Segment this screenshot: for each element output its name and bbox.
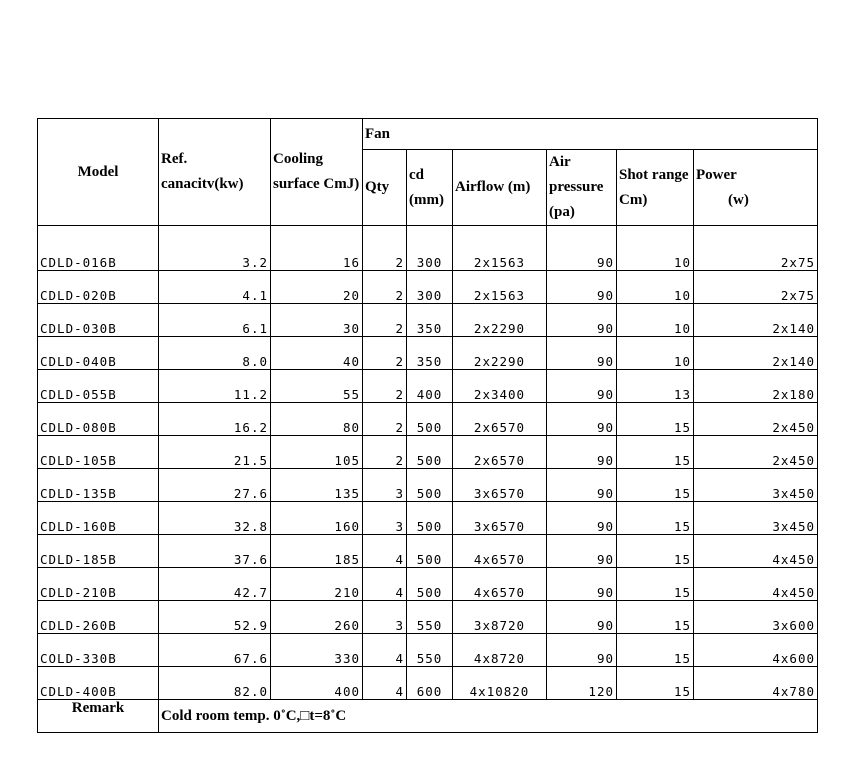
cell-pressure: 90 (547, 271, 617, 304)
cell-airflow: 4x10820 (453, 667, 547, 700)
table-row (38, 304, 818, 337)
table-row (38, 667, 818, 700)
cell-qty: 2 (363, 370, 407, 403)
cell-model: CDLD-055B (38, 370, 159, 403)
cell-range: 10 (617, 226, 694, 271)
cell-qty: 3 (363, 502, 407, 535)
cell-qty: 2 (363, 403, 407, 436)
header-cooling-surface: Cooling surface CmJ) (271, 119, 363, 226)
header-row-top (38, 119, 818, 150)
cell-cd: 500 (407, 403, 453, 436)
table-row (38, 502, 818, 535)
table-row (38, 469, 818, 502)
cell-power: 4x780 (694, 667, 818, 700)
header-fan: Fan (363, 119, 818, 150)
cell-range: 15 (617, 634, 694, 667)
header-airflow: Airflow (m) (453, 150, 547, 226)
cell-model: CDLD-105B (38, 436, 159, 469)
table-row (38, 436, 818, 469)
table-row (38, 601, 818, 634)
cell-airflow: 4x6570 (453, 568, 547, 601)
cell-cd: 500 (407, 436, 453, 469)
cell-pressure: 120 (547, 667, 617, 700)
cell-pressure: 90 (547, 568, 617, 601)
cell-pressure: 90 (547, 634, 617, 667)
header-shot-range: Shot range Cm) (617, 150, 694, 226)
header-ref-capacity: Ref. canacitv(kw) (159, 119, 271, 226)
cell-cd: 300 (407, 226, 453, 271)
cell-capacity: 21.5 (159, 436, 271, 469)
cell-pressure: 90 (547, 370, 617, 403)
table-row (38, 271, 818, 304)
remark-row (38, 700, 818, 733)
cell-cd: 350 (407, 337, 453, 370)
cell-qty: 4 (363, 667, 407, 700)
cell-surface: 20 (271, 271, 363, 304)
cell-capacity: 3.2 (159, 226, 271, 271)
cell-model: CDLD-080B (38, 403, 159, 436)
cell-model: CDLD-016B (38, 226, 159, 271)
cell-range: 13 (617, 370, 694, 403)
cell-power: 4x600 (694, 634, 818, 667)
cell-cd: 550 (407, 601, 453, 634)
table-row (38, 403, 818, 436)
cell-power: 2x140 (694, 304, 818, 337)
header-model: Model (38, 119, 159, 226)
cell-power: 4x450 (694, 535, 818, 568)
cell-capacity: 6.1 (159, 304, 271, 337)
cell-surface: 260 (271, 601, 363, 634)
header-qty: Qty (363, 150, 407, 226)
cell-airflow: 2x1563 (453, 226, 547, 271)
remark-text: Cold room temp. 0˚C,□t=8˚C (159, 700, 818, 733)
cell-capacity: 67.6 (159, 634, 271, 667)
cell-range: 15 (617, 436, 694, 469)
cell-qty: 4 (363, 568, 407, 601)
cell-capacity: 32.8 (159, 502, 271, 535)
cell-airflow: 2x2290 (453, 304, 547, 337)
cell-model: CDLD-185B (38, 535, 159, 568)
cell-range: 15 (617, 469, 694, 502)
cell-range: 15 (617, 535, 694, 568)
cell-qty: 4 (363, 535, 407, 568)
cell-power: 2x75 (694, 226, 818, 271)
cell-range: 15 (617, 667, 694, 700)
cell-surface: 400 (271, 667, 363, 700)
table-body (38, 226, 818, 700)
header-power-unit: (w) (728, 191, 749, 208)
cell-cd: 350 (407, 304, 453, 337)
cell-range: 15 (617, 502, 694, 535)
cell-range: 10 (617, 337, 694, 370)
cell-airflow: 2x3400 (453, 370, 547, 403)
table-row (38, 370, 818, 403)
spec-table (37, 118, 818, 733)
cell-capacity: 8.0 (159, 337, 271, 370)
cell-cd: 600 (407, 667, 453, 700)
cell-cd: 500 (407, 535, 453, 568)
cell-pressure: 90 (547, 304, 617, 337)
cell-airflow: 2x6570 (453, 403, 547, 436)
cell-cd: 550 (407, 634, 453, 667)
cell-power: 3x450 (694, 502, 818, 535)
cell-model: CDLD-400B (38, 667, 159, 700)
cell-surface: 185 (271, 535, 363, 568)
cell-qty: 3 (363, 469, 407, 502)
remark-label: Remark (38, 700, 159, 733)
cell-model: CDLD-160B (38, 502, 159, 535)
cell-power: 2x450 (694, 403, 818, 436)
cell-surface: 16 (271, 226, 363, 271)
cell-surface: 55 (271, 370, 363, 403)
cell-cd: 500 (407, 502, 453, 535)
cell-airflow: 4x8720 (453, 634, 547, 667)
cell-capacity: 27.6 (159, 469, 271, 502)
cell-power: 2x450 (694, 436, 818, 469)
cell-cd: 500 (407, 568, 453, 601)
cell-cd: 500 (407, 469, 453, 502)
cell-surface: 135 (271, 469, 363, 502)
cell-surface: 210 (271, 568, 363, 601)
cell-model: CDLD-135B (38, 469, 159, 502)
cell-surface: 330 (271, 634, 363, 667)
cell-airflow: 4x6570 (453, 535, 547, 568)
cell-airflow: 3x6570 (453, 502, 547, 535)
cell-qty: 2 (363, 436, 407, 469)
table-row (38, 226, 818, 271)
cell-range: 10 (617, 271, 694, 304)
table-row (38, 568, 818, 601)
cell-pressure: 90 (547, 226, 617, 271)
cell-cd: 300 (407, 271, 453, 304)
cell-capacity: 52.9 (159, 601, 271, 634)
cell-range: 10 (617, 304, 694, 337)
cell-surface: 30 (271, 304, 363, 337)
cell-power: 4x450 (694, 568, 818, 601)
cell-qty: 2 (363, 337, 407, 370)
cell-model: COLD-330B (38, 634, 159, 667)
cell-capacity: 16.2 (159, 403, 271, 436)
cell-range: 15 (617, 568, 694, 601)
cell-model: CDLD-260B (38, 601, 159, 634)
cell-pressure: 90 (547, 535, 617, 568)
table-row (38, 337, 818, 370)
cell-qty: 2 (363, 226, 407, 271)
cell-airflow: 2x1563 (453, 271, 547, 304)
cell-power: 2x180 (694, 370, 818, 403)
cell-capacity: 4.1 (159, 271, 271, 304)
cell-qty: 2 (363, 304, 407, 337)
cell-surface: 40 (271, 337, 363, 370)
cell-surface: 105 (271, 436, 363, 469)
cell-pressure: 90 (547, 337, 617, 370)
cell-qty: 3 (363, 601, 407, 634)
cell-range: 15 (617, 403, 694, 436)
cell-pressure: 90 (547, 403, 617, 436)
cell-surface: 160 (271, 502, 363, 535)
cell-power: 3x450 (694, 469, 818, 502)
cell-capacity: 11.2 (159, 370, 271, 403)
cell-cd: 400 (407, 370, 453, 403)
cell-surface: 80 (271, 403, 363, 436)
cell-airflow: 2x6570 (453, 436, 547, 469)
cell-airflow: 3x8720 (453, 601, 547, 634)
cell-pressure: 90 (547, 502, 617, 535)
header-power-label: Power (696, 166, 737, 183)
cell-power: 2x75 (694, 271, 818, 304)
cell-airflow: 3x6570 (453, 469, 547, 502)
cell-capacity: 82.0 (159, 667, 271, 700)
cell-capacity: 37.6 (159, 535, 271, 568)
cell-pressure: 90 (547, 436, 617, 469)
cell-model: CDLD-030B (38, 304, 159, 337)
cell-model: CDLD-020B (38, 271, 159, 304)
table-row (38, 535, 818, 568)
cell-airflow: 2x2290 (453, 337, 547, 370)
cell-power: 2x140 (694, 337, 818, 370)
cell-pressure: 90 (547, 469, 617, 502)
cell-power: 3x600 (694, 601, 818, 634)
header-cd: cd (mm) (407, 150, 453, 226)
cell-pressure: 90 (547, 601, 617, 634)
header-power (694, 150, 818, 226)
cell-qty: 4 (363, 634, 407, 667)
cell-model: CDLD-210B (38, 568, 159, 601)
cell-qty: 2 (363, 271, 407, 304)
header-air-pressure: Air pressure (pa) (547, 150, 617, 226)
cell-model: CDLD-040B (38, 337, 159, 370)
table-row (38, 634, 818, 667)
cell-range: 15 (617, 601, 694, 634)
cell-capacity: 42.7 (159, 568, 271, 601)
